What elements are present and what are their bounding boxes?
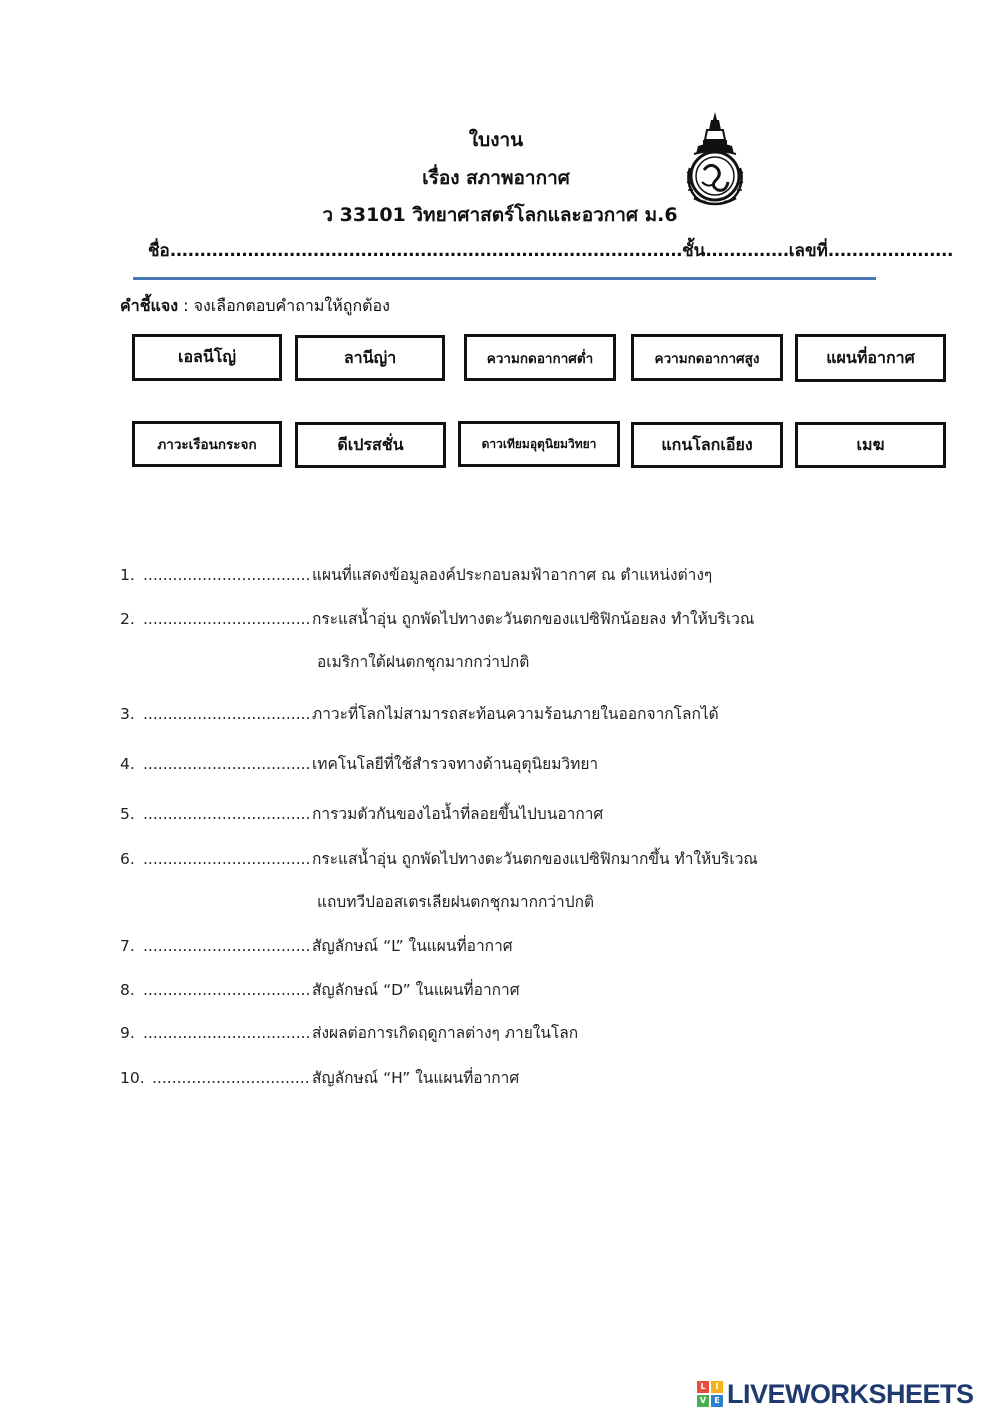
worksheet-title: ใบงาน [468, 129, 524, 151]
question-text: สัญลักษณ์ “H” ในแผนที่อากาศ [312, 1069, 520, 1087]
name-blank[interactable]: ...................................................................................... [169, 241, 683, 261]
question-number: 8. [120, 981, 135, 999]
number-blank[interactable]: ..................... [827, 241, 953, 261]
word-bank-item[interactable]: เมฆ [795, 422, 946, 468]
instructions [120, 294, 390, 318]
word-bank-item[interactable]: แผนที่อากาศ [795, 334, 946, 382]
question-number: 1. [120, 566, 135, 584]
question-text: ส่งผลต่อการเกิดฤดูกาลต่างๆ ภายในโลก [312, 1024, 579, 1042]
answer-blank[interactable]: ................................ [152, 1069, 310, 1087]
question-text: สัญลักษณ์ “D” ในแผนที่อากาศ [312, 981, 520, 999]
answer-blank[interactable]: .................................. [143, 937, 311, 955]
question-text-continued: อเมริกาใต้ฝนตกชุกมากกว่าปกติ [317, 653, 530, 671]
school-emblem-icon [684, 110, 746, 212]
answer-blank[interactable]: .................................. [143, 566, 311, 584]
brand-mark-icon [697, 1381, 723, 1407]
question-number: 3. [120, 705, 135, 723]
word-bank-item[interactable]: แกนโลกเอียง [631, 422, 783, 468]
brand-name: LIVEWORKSHEETS [727, 1378, 974, 1409]
number-label: เลขที่ [788, 241, 828, 261]
class-blank[interactable]: .............. [705, 241, 789, 261]
brand-mark-letter: L [697, 1381, 709, 1393]
name-label: ชื่อ [148, 241, 170, 261]
answer-blank[interactable]: .................................. [143, 610, 311, 628]
header-divider [133, 277, 876, 280]
word-bank-item[interactable]: ความกดอากาศสูง [631, 334, 783, 381]
question-number: 5. [120, 805, 135, 823]
instructions-separator: : [178, 296, 194, 315]
answer-blank[interactable]: .................................. [143, 1024, 311, 1042]
brand-mark-letter: E [711, 1395, 723, 1407]
question-text: แผนที่แสดงข้อมูลองค์ประกอบลมฟ้าอากาศ ณ ตำแหน่งต่างๆ [312, 566, 713, 584]
question-text: การวมตัวกันของไอน้ำที่ลอยขึ้นไปบนอากาศ [312, 805, 604, 823]
answer-blank[interactable]: .................................. [143, 981, 311, 999]
question-text: กระแสน้ำอุ่น ถูกพัดไปทางตะวันตกของแปซิฟิกมากขึ้น ทำให้บริเวณ [312, 850, 758, 868]
answer-blank[interactable]: .................................. [143, 755, 311, 773]
answer-blank[interactable]: .................................. [143, 850, 311, 868]
question-number: 7. [120, 937, 135, 955]
answer-blank[interactable]: .................................. [143, 705, 311, 723]
question-number: 4. [120, 755, 135, 773]
question-number: 6. [120, 850, 135, 868]
question-number: 9. [120, 1024, 135, 1042]
question-number: 10. [120, 1069, 145, 1087]
liveworksheets-logo[interactable] [697, 1376, 974, 1412]
instructions-text: จงเลือกตอบคำถามให้ถูกต้อง [193, 296, 390, 315]
question-text: ภาวะที่โลกไม่สามารถสะท้อนความร้อนภายในออกจากโลกได้ [312, 705, 719, 723]
brand-mark-letter: V [697, 1395, 709, 1407]
brand-mark-letter: I [711, 1381, 723, 1393]
answer-blank[interactable]: .................................. [143, 805, 311, 823]
word-bank-item[interactable]: ดาวเทียมอุตุนิยมวิทยา [458, 421, 620, 467]
worksheet-subject: เรื่อง สภาพอากาศ [422, 167, 570, 189]
word-bank-item[interactable]: ภาวะเรือนกระจก [132, 421, 282, 467]
word-bank-item[interactable]: ความกดอากาศต่ำ [464, 334, 616, 381]
course-code: ว 33101 วิทยาศาสตร์โลกและอวกาศ ม.6 [322, 204, 678, 226]
question-text-continued: แถบทวีปออสเตรเลียฝนตกชุกมากกว่าปกติ [317, 893, 595, 911]
word-bank-item[interactable]: ลานีญ่า [295, 335, 445, 381]
student-info-row [148, 239, 953, 263]
word-bank-item[interactable]: เอลนีโญ่ [132, 334, 282, 381]
instructions-label: คำชี้แจง [120, 296, 179, 315]
question-number: 2. [120, 610, 135, 628]
question-text: กระแสน้ำอุ่น ถูกพัดไปทางตะวันตกของแปซิฟิกน้อยลง ทำให้บริเวณ [312, 610, 755, 628]
word-bank-item[interactable]: ดีเปรสชั่น [295, 422, 446, 468]
class-label: ชั้น [682, 241, 706, 261]
question-text: เทคโนโลยีที่ใช้สำรวจทางด้านอุตุนิยมวิทยา [312, 755, 599, 773]
question-text: สัญลักษณ์ “L” ในแผนที่อากาศ [312, 937, 513, 955]
